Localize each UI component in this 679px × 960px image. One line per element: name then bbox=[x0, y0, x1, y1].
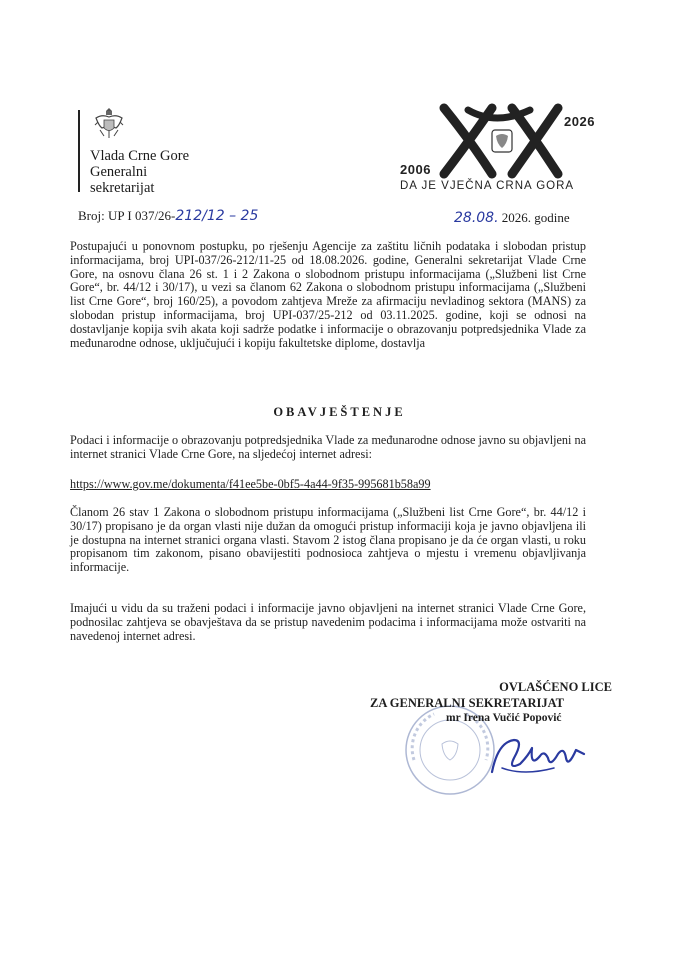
handwritten-reference: 212/12 – 25 bbox=[175, 208, 259, 224]
handwritten-date: 28.08. bbox=[454, 210, 499, 226]
signatory-organization: ZA GENERALNI SEKRETARIJAT bbox=[370, 696, 565, 710]
institution-header bbox=[78, 96, 258, 196]
info-paragraph: Podaci i informacije o obrazovanju potpredsjednika Vlade za međunarodne odnose javno su objavljeni na internet stranici Vlade Crne Gore, na sljedećoj internet adresi: bbox=[70, 433, 586, 461]
reference-number bbox=[78, 208, 258, 224]
anniversary-year-end: 2026 bbox=[564, 114, 595, 129]
institution-line: Generalni bbox=[90, 164, 148, 180]
handwritten-signature-icon bbox=[484, 728, 594, 784]
document-link[interactable]: https://www.gov.me/dokumenta/f41ee5be-0bf5-4a44-9f35-995681b58a99 bbox=[70, 477, 431, 491]
signatory-name: mr Irena Vučić Popović bbox=[446, 712, 562, 724]
document-heading: OBAVJEŠTENJE bbox=[273, 405, 406, 419]
signature-block bbox=[370, 680, 620, 790]
intro-paragraph: Postupajući u ponovnom postupku, po rješenju Agencije za zaštitu ličnih podataka i slobodan pristup informacijama, broj UPI-037/26-212/11-25 od 18.08.2026. godine, Generalni sekretarijat Vlade Crne Gore, na osnovu člana 26 st. 1 i 2 Zakona o slobodnom pristupu informacijama („Službeni list Crne Gore“, br. 44/12 i 30/17), u vezi sa članom 62 Zakona o slobodnom pristupu informacijama („Službeni list Crne Gore“, broj 160/25), a povodom zahtjeva Mreže za afirmaciju nevladinog sektora (MANS) za slobodan pristup informacijama, broj UPI-037/25-212 od 03.11.2025. godine, koji se odnosi na dostavljanje kopija svih akata koji sadrže podatke i informacije o obrazovanju potpredsjednika Vlade za međunarodne odnose, uključujući i kopiju fakultetske diplome, dostavlja bbox=[70, 239, 586, 350]
institution-name bbox=[90, 148, 189, 196]
reference-label: Broj: UP I 037/26- bbox=[78, 208, 176, 223]
anniversary-logo bbox=[396, 100, 606, 200]
institution-line: sekretarijat bbox=[90, 180, 155, 196]
header-divider bbox=[78, 110, 80, 192]
signatory-title: OVLAŠĆENO LICE bbox=[499, 680, 612, 694]
coat-of-arms-icon bbox=[92, 104, 126, 144]
anniversary-year-start: 2006 bbox=[400, 162, 431, 177]
conclusion-paragraph: Imajući u vidu da su traženi podaci i informacije javno objavljeni na internet stranici Vlade Crne Gore, podnosilac zahtjeva se obavještava da se pristup navedenim podacima i informacijama može ostvariti na navedenoj internet adresi. bbox=[70, 601, 586, 643]
institution-line: Vlada Crne Gore bbox=[90, 148, 190, 164]
anniversary-motto: DA JE VJEČNA CRNA GORA bbox=[400, 180, 575, 192]
document-date bbox=[454, 210, 570, 226]
date-suffix: 2026. godine bbox=[498, 210, 570, 225]
law-paragraph: Članom 26 stav 1 Zakona o slobodnom pristupu informacijama („Službeni list Crne Gore“, br. 44/12 i 30/17) propisano je da organ vlasti nije dužan da omogući pristup informaciji koja je javno objavljena ili je dostupna na internet stranici organa vlasti. Stavom 2 istog člana propisano je da će organ vlasti, u roku propisanom tim zakonom, pisano obavijestiti podnosioca zahtjeva o mjestu i vremenu objavljivanja informacije. bbox=[70, 505, 586, 575]
